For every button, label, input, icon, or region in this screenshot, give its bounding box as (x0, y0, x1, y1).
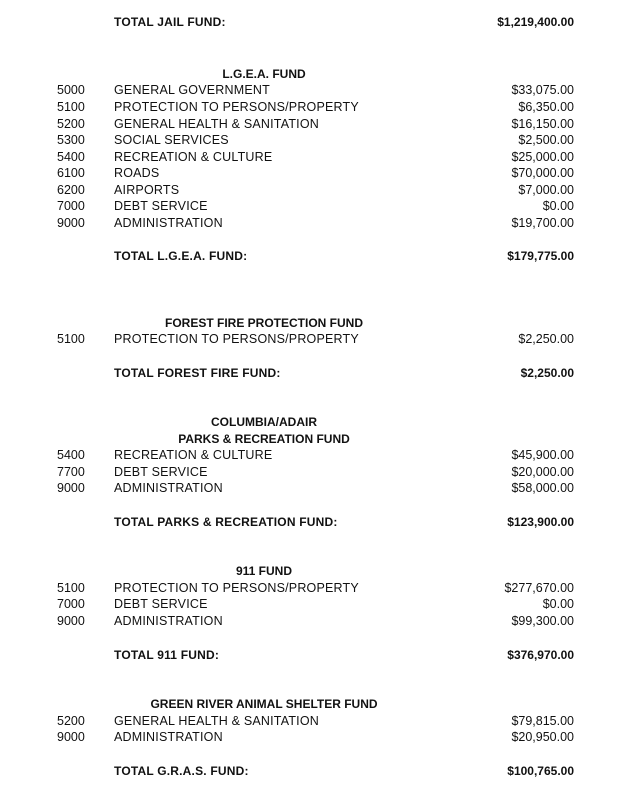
lgea-fund-total-row (0, 248, 640, 264)
total-amount: $100,765.00 (507, 764, 574, 778)
account-amount: $20,950.00 (511, 730, 574, 744)
account-amount: $16,150.00 (511, 117, 574, 131)
forest-fund-total-row (0, 365, 640, 381)
table-row (0, 215, 640, 231)
account-code: 5400 (57, 150, 85, 164)
account-amount: $33,075.00 (511, 83, 574, 97)
account-code: 5200 (57, 714, 85, 728)
account-amount: $99,300.00 (511, 614, 574, 628)
forest-fund-heading-row (0, 315, 640, 331)
account-description: PROTECTION TO PERSONS/PROPERTY (114, 581, 359, 595)
account-description: RECREATION & CULTURE (114, 448, 273, 462)
account-description: DEBT SERVICE (114, 199, 208, 213)
account-amount: $25,000.00 (511, 150, 574, 164)
account-description: GENERAL HEALTH & SANITATION (114, 117, 319, 131)
account-description: RECREATION & CULTURE (114, 150, 273, 164)
total-amount: $123,900.00 (507, 515, 574, 529)
account-code: 5100 (57, 332, 85, 346)
e911-fund-heading-row (0, 563, 640, 579)
account-amount: $70,000.00 (511, 166, 574, 180)
account-description: PROTECTION TO PERSONS/PROPERTY (114, 332, 359, 346)
parks-fund-heading-row-2 (0, 431, 640, 447)
fund-title: 911 FUND (235, 564, 293, 578)
account-amount: $6,350.00 (518, 100, 574, 114)
total-label: TOTAL 911 FUND: (114, 648, 220, 662)
account-amount: $45,900.00 (511, 448, 574, 462)
parks-fund-total-row (0, 514, 640, 530)
gras-fund-total-row (0, 763, 640, 779)
account-description: ROADS (114, 166, 160, 180)
account-amount: $58,000.00 (511, 481, 574, 495)
parks-fund-heading-row (0, 414, 640, 430)
table-row (0, 198, 640, 214)
account-code: 6200 (57, 183, 85, 197)
account-amount: $277,670.00 (504, 581, 574, 595)
account-code: 5100 (57, 581, 85, 595)
account-description: ADMINISTRATION (114, 614, 223, 628)
account-amount: $7,000.00 (518, 183, 574, 197)
account-code: 9000 (57, 730, 85, 744)
table-row (0, 82, 640, 98)
account-description: DEBT SERVICE (114, 465, 208, 479)
account-code: 9000 (57, 216, 85, 230)
total-label: TOTAL JAIL FUND: (114, 15, 226, 29)
table-row (0, 580, 640, 596)
account-code: 5400 (57, 448, 85, 462)
account-amount: $0.00 (542, 199, 574, 213)
account-amount: $20,000.00 (511, 465, 574, 479)
table-row (0, 480, 640, 496)
table-row (0, 132, 640, 148)
account-description: ADMINISTRATION (114, 730, 223, 744)
table-row (0, 613, 640, 629)
fund-title: FOREST FIRE PROTECTION FUND (165, 316, 363, 330)
total-label: TOTAL L.G.E.A. FUND: (114, 249, 248, 263)
account-amount: $0.00 (542, 597, 574, 611)
account-description: DEBT SERVICE (114, 597, 208, 611)
account-description: ADMINISTRATION (114, 481, 223, 495)
table-row (0, 713, 640, 729)
table-row (0, 182, 640, 198)
fund-title: GREEN RIVER ANIMAL SHELTER FUND (150, 697, 378, 711)
account-description: PROTECTION TO PERSONS/PROPERTY (114, 100, 359, 114)
lgea-fund-heading-row (0, 66, 640, 82)
account-code: 5200 (57, 117, 85, 131)
table-row (0, 729, 640, 745)
total-amount: $2,250.00 (520, 366, 574, 380)
account-description: AIRPORTS (114, 183, 180, 197)
account-code: 5000 (57, 83, 85, 97)
total-amount: $1,219,400.00 (497, 15, 574, 29)
table-row (0, 99, 640, 115)
account-code: 7700 (57, 465, 85, 479)
account-amount: $19,700.00 (511, 216, 574, 230)
gras-fund-heading-row (0, 696, 640, 712)
account-code: 6100 (57, 166, 85, 180)
account-code: 5100 (57, 100, 85, 114)
table-row (0, 596, 640, 612)
jail-fund-total-row (0, 14, 640, 30)
account-code: 5300 (57, 133, 85, 147)
account-amount: $79,815.00 (511, 714, 574, 728)
account-description: SOCIAL SERVICES (114, 133, 229, 147)
fund-title: COLUMBIA/ADAIR (211, 415, 317, 429)
account-code: 7000 (57, 597, 85, 611)
total-amount: $376,970.00 (507, 648, 574, 662)
total-label: TOTAL PARKS & RECREATION FUND: (114, 515, 338, 529)
table-row (0, 116, 640, 132)
total-label: TOTAL FOREST FIRE FUND: (114, 366, 281, 380)
account-description: GENERAL HEALTH & SANITATION (114, 714, 319, 728)
total-label: TOTAL G.R.A.S. FUND: (114, 764, 249, 778)
fund-subtitle: PARKS & RECREATION FUND (178, 432, 350, 446)
table-row (0, 464, 640, 480)
total-amount: $179,775.00 (507, 249, 574, 263)
account-description: ADMINISTRATION (114, 216, 223, 230)
fund-title: L.G.E.A. FUND (222, 67, 306, 81)
e911-fund-total-row (0, 647, 640, 663)
table-row (0, 165, 640, 181)
table-row (0, 149, 640, 165)
account-code: 7000 (57, 199, 85, 213)
account-description: GENERAL GOVERNMENT (114, 83, 270, 97)
account-code: 9000 (57, 481, 85, 495)
account-code: 9000 (57, 614, 85, 628)
table-row (0, 331, 640, 347)
table-row (0, 447, 640, 463)
account-amount: $2,500.00 (518, 133, 574, 147)
account-amount: $2,250.00 (518, 332, 574, 346)
